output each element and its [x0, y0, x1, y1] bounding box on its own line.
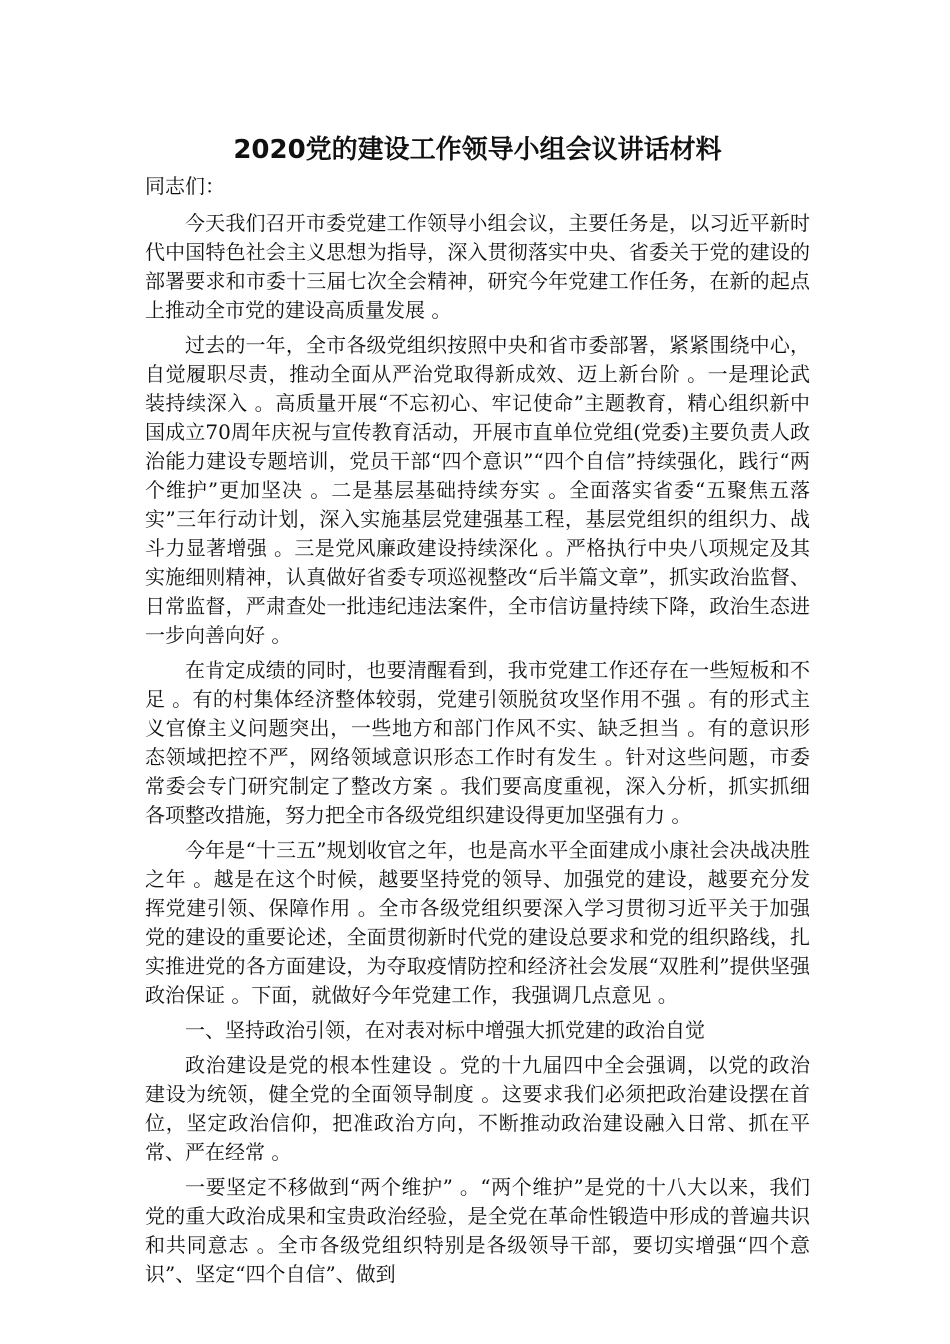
salutation: 同志们：	[145, 174, 225, 198]
paragraph-opening: 今天我们召开市委党建工作领导小组会议，主要任务是，以习近平新时代中国特色社会主义思想为指导，深入贯彻落实中央、省委关于党的建设的部署要求和市委十三届七次全会精神，研究今年党建工作任务，在新的起点上推动全市党的建设高质量发展 。	[145, 211, 810, 322]
document-title: 2020党的建设工作领导小组会议讲话材料	[233, 135, 722, 165]
paragraph-achievements: 过去的一年，全市各级党组织按照中央和省市委部署，紧紧围绕中心，自觉履职尽责，推动全面从严治党取得新成效、迈上新台阶 。一是理论武装持续深入 。高质量开展“不忘初心、牢记使命”主题教育，精心组织新中国成立70周年庆祝与宣传教育活动，开展市直单位党组(党委)主要负责人政治能力建设专题培训，党员干部“四个意识”“四个自信”持续强化，践行“两个维护”更加坚决 。二是基层基础持续夯实 。全面落实省委“五聚焦五落实”三年行动计划，深入实施基层党建强基工程，基层党组织的组织力、战斗力显著增强 。三是党风廉政建设持续深化 。严格执行中央八项规定及其实施细则精神，认真做好省委专项巡视整改“后半篇文章”，抓实政治监督、日常监督，严肃查处一批违纪违法案件，全市信访量持续下降，政治生态进一步向善向好 。	[145, 333, 810, 647]
paragraph-political-building: 政治建设是党的根本性建设 。党的十九届四中全会强调，以党的政治建设为统领，健全党的全面领导制度 。这要求我们必须把政治建设摆在首位，坚定政治信仰，把准政治方向，不断推动政治建设融入日常、抓在平常、严在经常 。	[145, 1053, 810, 1164]
section-heading: 一、坚持政治引领，在对表对标中增强大抓党建的政治自觉	[185, 1018, 705, 1042]
paragraph-two-safeguards: 一要坚定不移做到“两个维护” 。“两个维护”是党的十八大以来，我们党的重大政治成果和宝贵政治经验，是全党在革命性锻造中形成的普遍共识和共同意志 。全市各级党组织特别是各级领导干部，要切实增强“四个意识”、坚定“四个自信”、做到	[145, 1175, 810, 1286]
paragraph-this-year: 今年是“十三五”规划收官之年，也是高水平全面建成小康社会决战决胜之年 。越是在这个时候，越要坚持党的领导、加强党的建设，越要充分发挥党建引领、保障作用 。全市各级党组织要深入学习贯彻习近平关于加强党的建设的重要论述，全面贯彻新时代党的建设总要求和党的组织路线，扎实推进党的各方面建设，为夺取疫情防控和经济社会发展“双胜利”提供坚强政治保证 。下面，就做好今年党建工作，我强调几点意见 。	[145, 838, 810, 1007]
document-page	[145, 130, 810, 1295]
paragraph-shortcomings: 在肯定成绩的同时，也要清醒看到，我市党建工作还存在一些短板和不足 。有的村集体经济整体较弱，党建引领脱贫攻坚作用不强 。有的形式主义官僚主义问题突出，一些地方和部门作风不实、缺乏担当 。有的意识形态领域把控不严，网络领域意识形态工作时有发生 。针对这些问题，市委常委会专门研究制定了整改方案 。我们要高度重视，深入分析，抓实抓细各项整改措施，努力把全市各级党组织建设得更加坚强有力 。	[145, 658, 810, 827]
